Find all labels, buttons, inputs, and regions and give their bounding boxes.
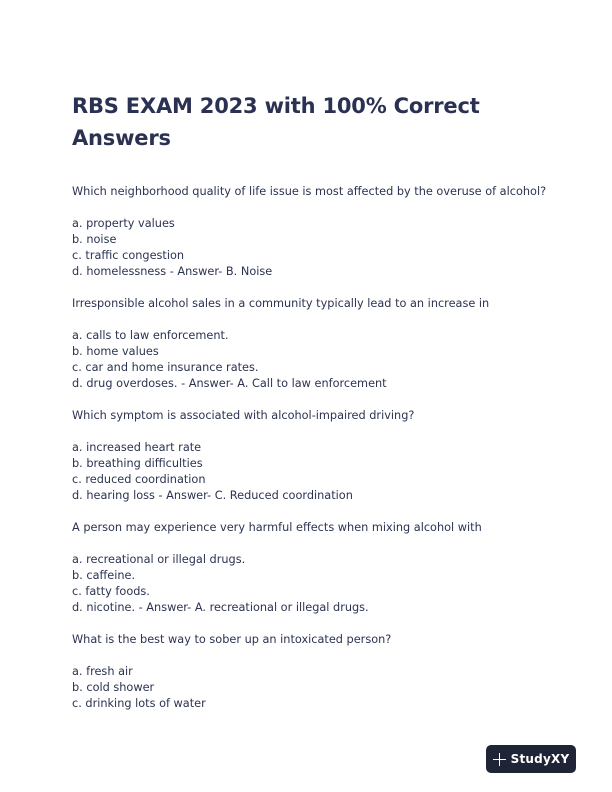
question-list [72,184,547,728]
answer-option: b. caffeine. [72,569,136,582]
answer-option: b. noise [72,233,117,246]
question-block [72,296,542,392]
answer-option: d. nicotine. - Answer- A. recreational or illegal drugs. [72,601,369,614]
answer-option: a. calls to law enforcement. [72,329,229,342]
answer-option: a. property values [72,217,175,230]
question-block [72,520,542,616]
question-text: Which symptom is associated with alcohol-impaired driving? [72,409,415,422]
studyxy-logo [486,745,576,773]
question-block [72,408,542,504]
question-block [72,184,547,280]
answer-option: d. drug overdoses. - Answer- A. Call to law enforcement [72,377,387,390]
answer-option: b. cold shower [72,681,155,694]
answer-option: a. increased heart rate [72,441,202,454]
answer-option: c. drinking lots of water [72,697,206,710]
question-text: A person may experience very harmful effects when mixing alcohol with [72,521,482,534]
question-text: What is the best way to sober up an intoxicated person? [72,633,392,646]
answer-option: d. homelessness - Answer- B. Noise [72,265,273,278]
answer-option: c. fatty foods. [72,585,150,598]
page-title: RBS EXAM 2023 with 100% Correct Answers [72,94,480,150]
answer-option: b. home values [72,345,159,358]
answer-option: c. traffic congestion [72,249,185,262]
brand-name: StudyXY [510,752,570,766]
answer-option: b. breathing difficulties [72,457,203,470]
question-text: Irresponsible alcohol sales in a community typically lead to an increase in [72,297,490,310]
question-block [72,632,542,712]
answer-option: c. car and home insurance rates. [72,361,259,374]
plus-icon [493,753,506,766]
answer-option: c. reduced coordination [72,473,206,486]
answer-option: a. fresh air [72,665,133,678]
question-text: Which neighborhood quality of life issue is most affected by the overuse of alcohol? [72,185,547,198]
answer-option: d. hearing loss - Answer- C. Reduced coordination [72,489,353,502]
answer-option: a. recreational or illegal drugs. [72,553,246,566]
